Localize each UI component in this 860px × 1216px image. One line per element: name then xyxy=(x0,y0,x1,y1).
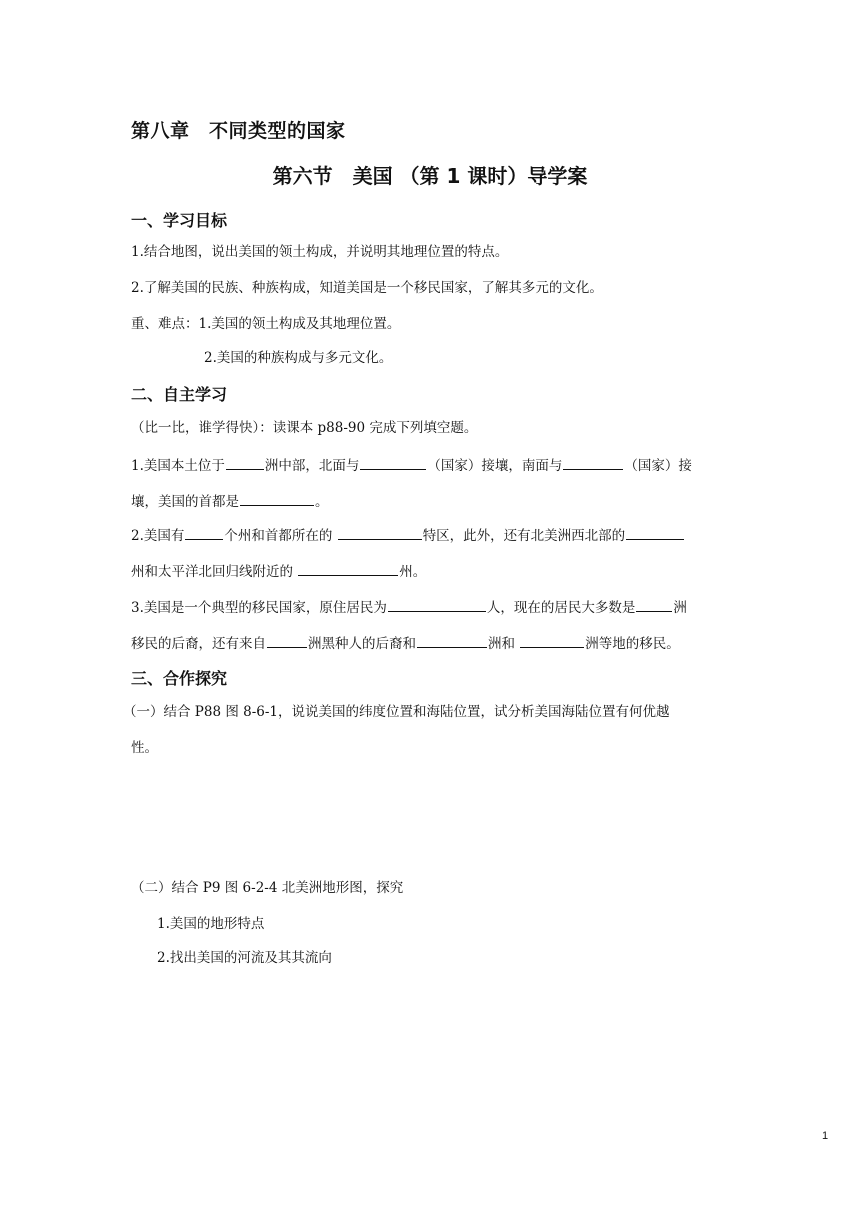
q2-text-a: 2.美国有 xyxy=(131,528,185,544)
question-2-line1 xyxy=(131,524,685,546)
q1-text-e: 壤，美国的首都是 xyxy=(131,494,239,510)
q1-text-f: 。 xyxy=(315,494,329,510)
q1-text-a: 1.美国本土位于 xyxy=(131,458,225,474)
q1-blank-south-country[interactable] xyxy=(563,454,623,470)
goal-2: 2.了解美国的民族、种族构成，知道美国是一个移民国家，了解其多元的文化。 xyxy=(131,280,603,296)
section2-intro: （比一比，谁学得快）：读课本 p88-90 完成下列填空题。 xyxy=(131,420,478,436)
q2-text-c: 特区，此外，还有北美洲西北部的 xyxy=(422,528,626,544)
q3-text-e: 洲黑种人的后裔和 xyxy=(308,636,416,652)
q2-blank-district[interactable] xyxy=(338,524,422,540)
page-number: 1 xyxy=(822,1130,829,1142)
q1-blank-continent[interactable] xyxy=(226,454,264,470)
q3-text-c: 洲 xyxy=(673,600,687,616)
q3-text-d: 移民的后裔，还有来自 xyxy=(131,636,266,652)
q2-blank-pacific-state[interactable] xyxy=(298,560,398,576)
q2-text-d: 州和太平洋北回归线附近的 xyxy=(131,564,293,580)
q2-text-e: 州。 xyxy=(399,564,427,580)
q3-text-a: 3.美国是一个典型的移民国家，原住居民为 xyxy=(131,600,387,616)
inquiry-1-line2: 性。 xyxy=(131,740,158,756)
q1-blank-north-country[interactable] xyxy=(360,454,426,470)
q2-blank-state-count[interactable] xyxy=(185,524,223,540)
q1-text-d: （国家）接 xyxy=(624,458,692,474)
question-3-line2 xyxy=(131,632,680,654)
q3-text-g: 洲等地的移民。 xyxy=(585,636,680,652)
q3-text-b: 人，现在的居民大多数是 xyxy=(486,600,636,616)
question-1-line1 xyxy=(131,454,692,476)
lesson-title: 第六节 美国 （第 1 课时）导学案 xyxy=(272,164,588,188)
q3-blank-immigrant-continent-2[interactable] xyxy=(520,632,584,648)
q3-blank-majority-continent[interactable] xyxy=(636,596,672,612)
chapter-title: 第八章 不同类型的国家 xyxy=(131,120,346,142)
question-1-line2 xyxy=(131,490,329,512)
q3-text-f: 洲和 xyxy=(488,636,515,652)
question-2-line2 xyxy=(131,560,426,582)
key-points-line1 xyxy=(131,314,400,334)
section2-heading: 二、自主学习 xyxy=(131,385,228,404)
q1-blank-capital[interactable] xyxy=(240,490,314,506)
inquiry-1-line1: （一）结合 P88 图 8-6-1，说说美国的纬度位置和海陆位置，试分析美国海陆位置有何优越 xyxy=(123,704,670,720)
key-point-2: 2.美国的种族构成与多元文化。 xyxy=(204,350,393,366)
key-points-label: 重、难点： xyxy=(131,316,199,332)
q1-text-c: （国家）接壤，南面与 xyxy=(427,458,563,474)
inquiry-2-item-2: 2.找出美国的河流及其其流向 xyxy=(157,950,332,966)
goal-1: 1.结合地图，说出美国的领土构成，并说明其地理位置的特点。 xyxy=(131,244,509,260)
q3-blank-native[interactable] xyxy=(388,596,486,612)
q3-blank-immigrant-continent-1[interactable] xyxy=(417,632,487,648)
q1-text-b: 洲中部，北面与 xyxy=(264,458,360,474)
q2-blank-northwest-state[interactable] xyxy=(626,524,684,540)
inquiry-2: （二）结合 P9 图 6-2-4 北美洲地形图，探究 xyxy=(131,880,404,896)
q2-text-b: 个州和首都所在的 xyxy=(224,528,333,544)
section1-heading: 一、学习目标 xyxy=(131,211,228,230)
question-3-line1 xyxy=(131,596,687,618)
q3-blank-black-continent[interactable] xyxy=(267,632,307,648)
inquiry-2-item-1: 1.美国的地形特点 xyxy=(157,916,265,932)
key-point-1: 1.美国的领土构成及其地理位置。 xyxy=(198,316,401,332)
section3-heading: 三、合作探究 xyxy=(131,669,228,688)
